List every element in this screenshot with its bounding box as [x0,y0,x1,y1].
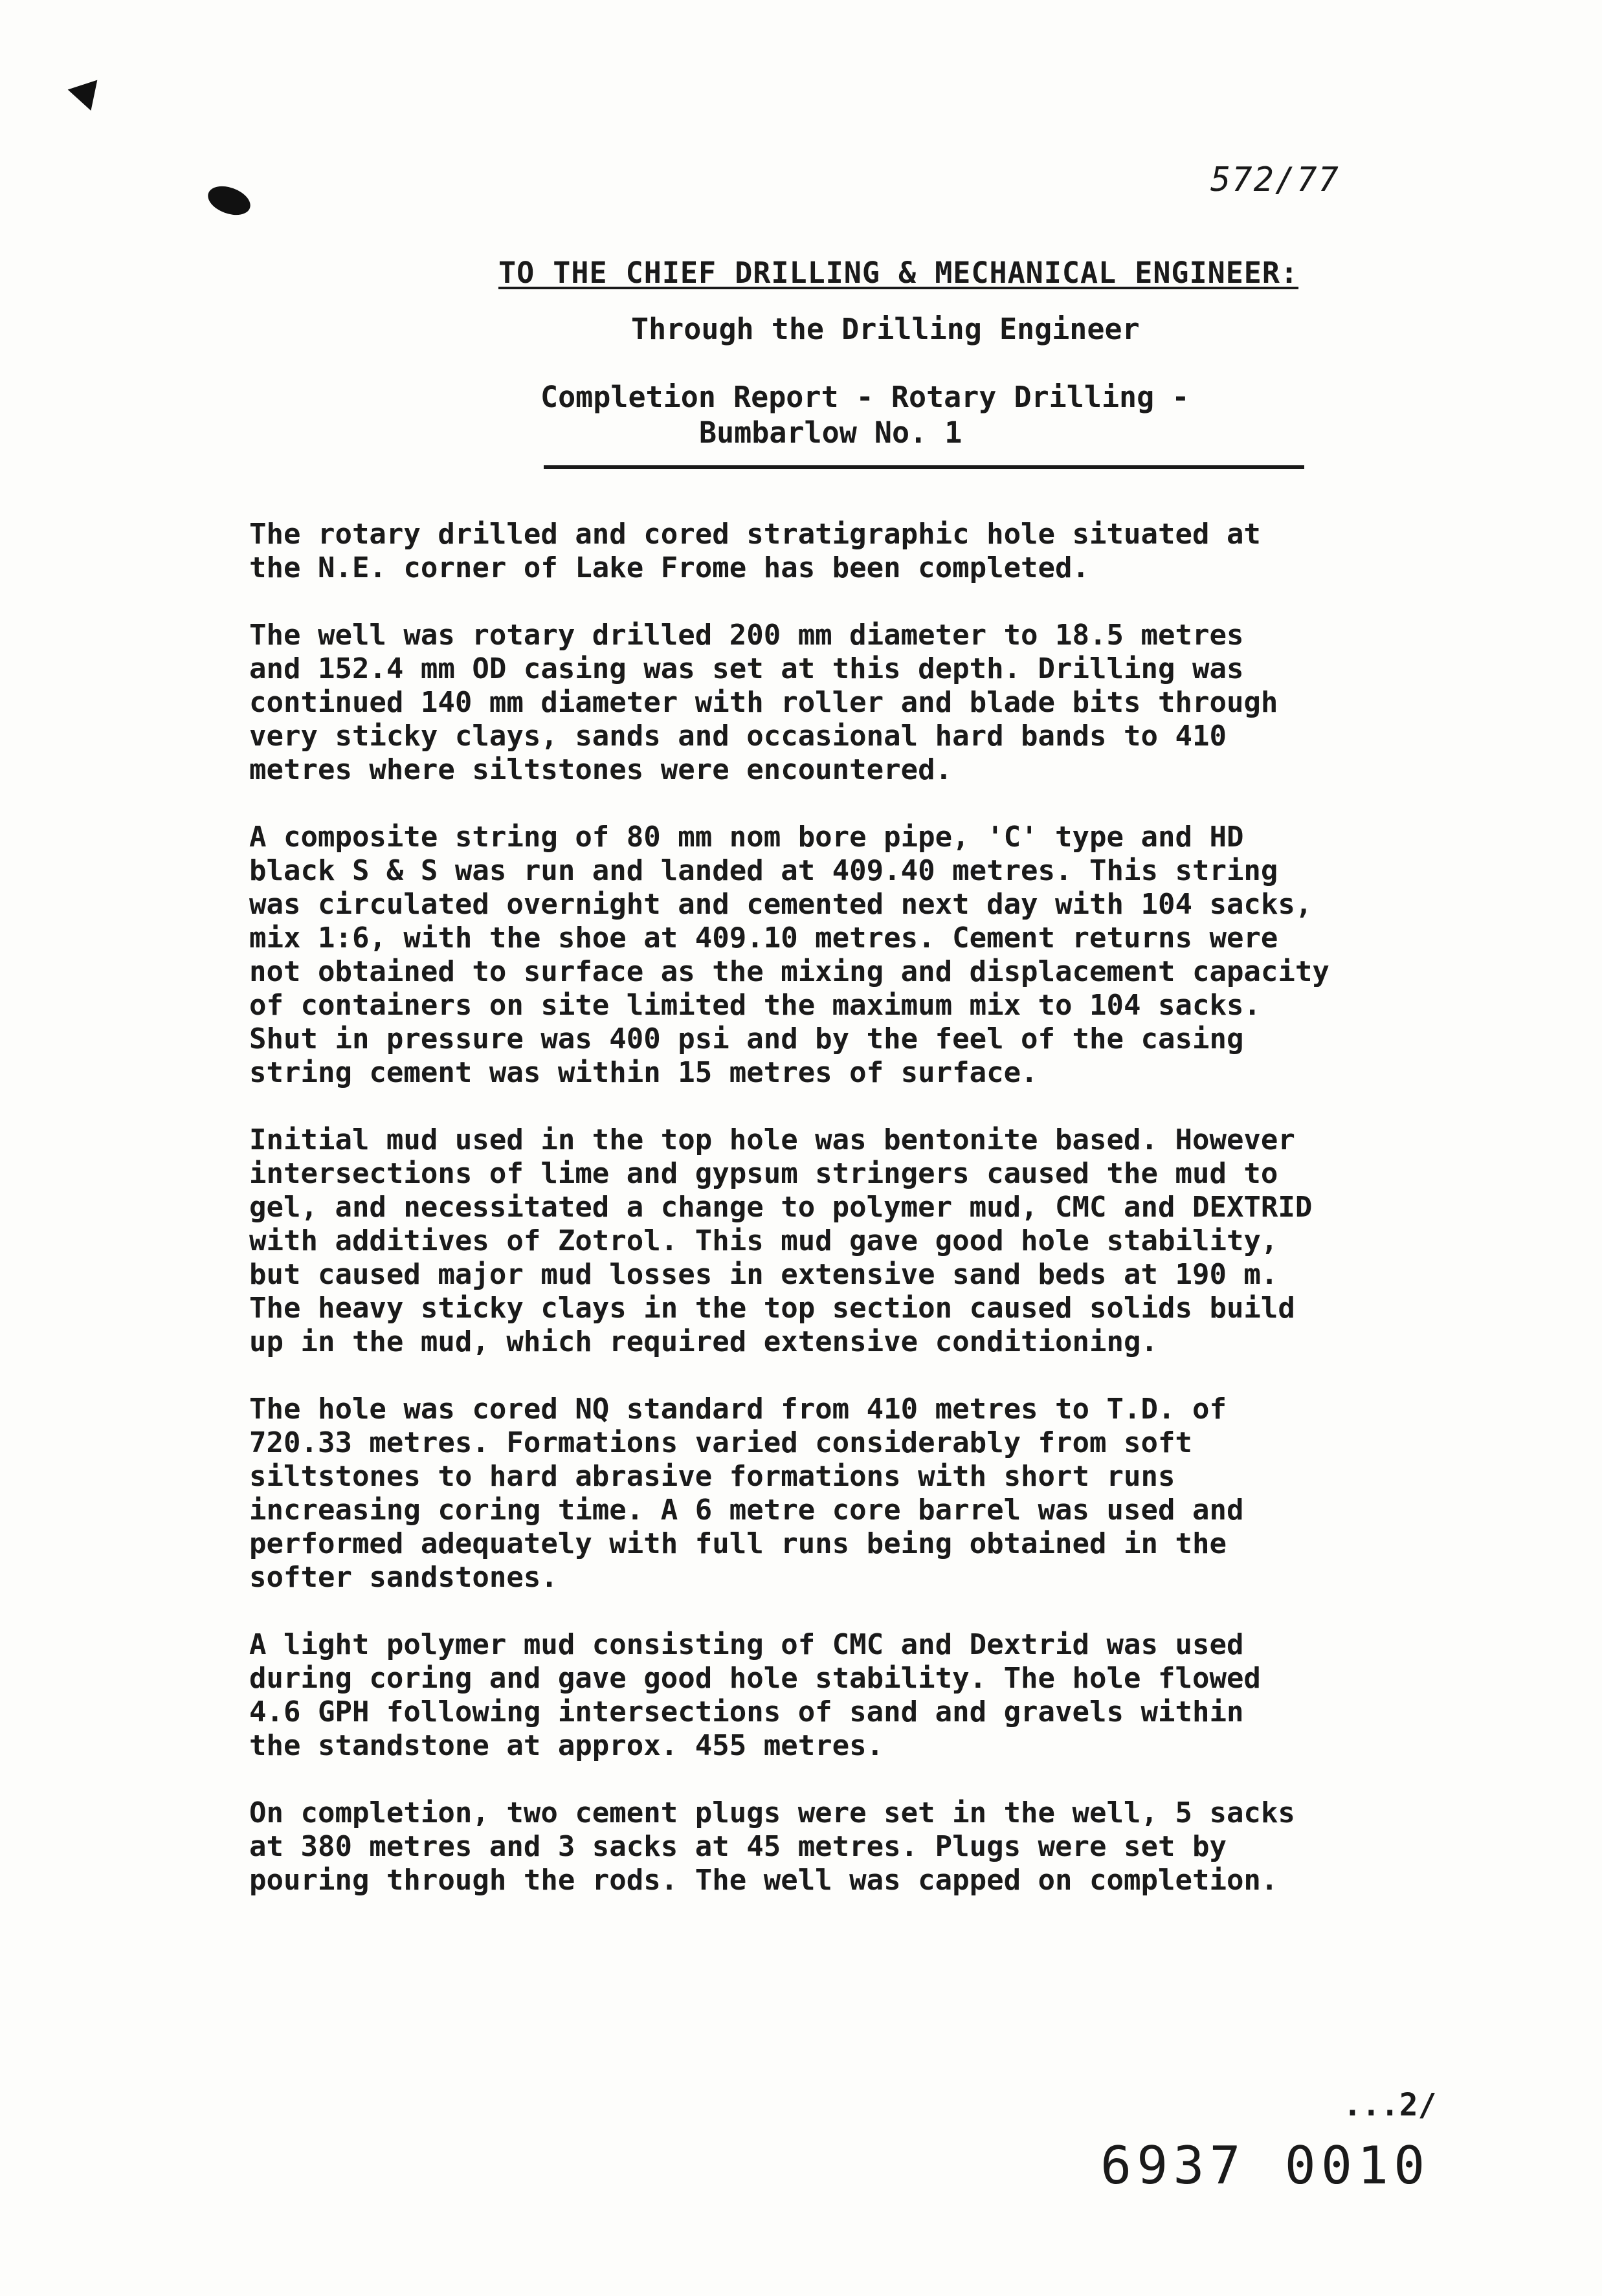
staple-mark [68,80,106,116]
document-code-part2: 0010 [1284,2136,1430,2196]
paragraph-location: The rotary drilled and cored stratigraphic hole situated at the N.E. corner of Lake Frome has been completed. [249,518,1261,584]
report-subtitle: Bumbarlow No. 1 [699,415,962,450]
report-title: Completion Report - Rotary Drilling - [540,380,1190,414]
hole-punch-mark [204,181,254,221]
paragraph-drilling-mud: Initial mud used in the top hole was bentonite based. However intersections of lime and gypsum stringers caused the mud to gel, and necessitated a change to polymer mud, CMC and DEXTRID with additives of Zotrol. This mud gave good hole stability, but caused major mud losses in extensive sand beds at 190 m. The heavy sticky clays in the top section caused solids build up in the mud, which required extensive conditioning. [249,1123,1313,1358]
paragraph-completion: On completion, two cement plugs were set in the well, 5 sacks at 380 metres and 3 sacks at 45 metres. Plugs were set by pouring through the rods. The well was capped on completion. [249,1796,1295,1897]
continuation-marker: ...2/ [1343,2087,1437,2123]
document-code [1100,2136,1469,2196]
paragraph-coring-mud: A light polymer mud consisting of CMC and Dextrid was used during coring and gave good hole stability. The hole flowed 4.6 GPH following intersections of sand and gravels within the standstone at approx. 455 metres. [249,1628,1261,1762]
paragraph-casing-string: A composite string of 80 mm nom bore pipe, 'C' type and HD black S & S was run and landed at 409.40 metres. This string was circulated overnight and cemented next day with 104 sacks, mix 1:6, with the shoe at 409.10 metres. Cement returns were not obtained to surface as the mixing and displacement capacity of containers on site limited the maximum mix to 104 sacks. Shut in pressure was 400 psi and by the feel of the casing string cement was within 15 metres of surface. [249,821,1329,1089]
through-line: Through the Drilling Engineer [631,312,1140,346]
addressee-line: TO THE CHIEF DRILLING & MECHANICAL ENGINEER: [498,256,1299,290]
report-body [249,518,1511,1931]
document-code-part1: 6937 [1100,2136,1246,2196]
paragraph-coring: The hole was cored NQ standard from 410 metres to T.D. of 720.33 metres. Formations varied considerably from soft siltstones to hard abrasive formations with short runs increasing coring time. A 6 metre core barrel was used and performed adequately with full runs being obtained in the softer sandstones. [249,1393,1244,1594]
reference-number: 572/77 [1210,160,1340,199]
memo-heading [492,256,1353,469]
paragraph-rotary-drilling: The well was rotary drilled 200 mm diameter to 18.5 metres and 152.4 mm OD casing was set at this depth. Drilling was continued 140 mm diameter with roller and blade bits through very sticky clays, sands and occasional hard bands to 410 metres where siltstones were encountered. [249,619,1278,786]
heading-underline [544,465,1304,469]
